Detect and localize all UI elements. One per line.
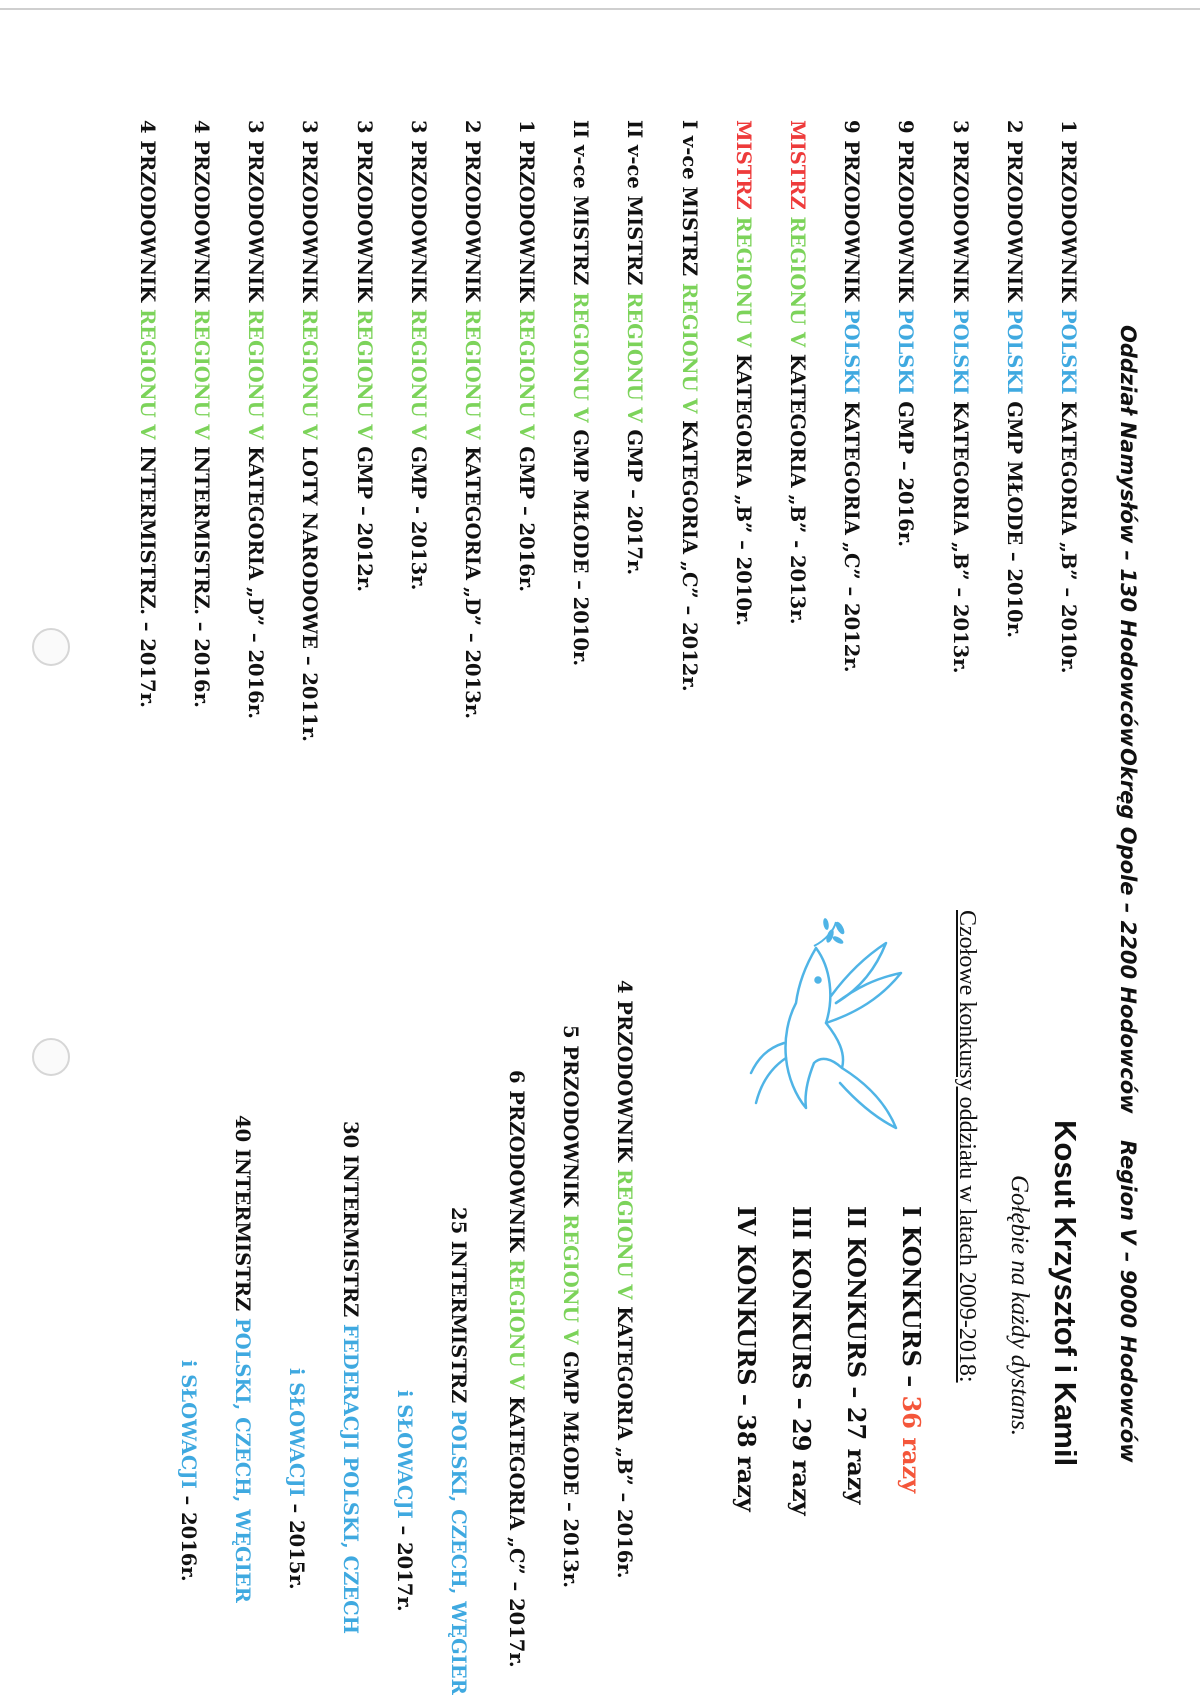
intermistrz-line <box>419 847 473 1695</box>
intermistrz-line-segment: POLSKI, CZECH, WĘGIER <box>447 1409 470 1695</box>
achievement-line-segment: REGIONU V <box>569 292 593 423</box>
intermistrz-line <box>149 847 203 1695</box>
intermistrz-line-segment: 25 INTERMISTRZ <box>447 1207 470 1410</box>
achievement-line-segment: MISTRZ <box>786 120 810 217</box>
achievement-line-segment: I v-ce MISTRZ <box>677 120 701 283</box>
intermistrz-line-segment: 30 INTERMISTRZ <box>339 1121 362 1324</box>
achievement-line-segment: REGIONU V <box>677 282 701 414</box>
konkurs-line-segment: II KONKURS – 27 razy <box>842 1206 871 1505</box>
achievement-line-segment: POLSKI <box>894 308 918 395</box>
achievement-line <box>541 120 595 742</box>
intermistrz-line <box>311 847 365 1695</box>
region-award-line <box>531 650 585 1668</box>
achievement-line-segment: 4 PRZODOWNIK <box>135 120 159 309</box>
achievement-line-segment: POLSKI <box>840 308 864 395</box>
achievement-line <box>162 120 216 742</box>
region-award-line-segment: 6 PRZODOWNIK <box>505 1070 528 1259</box>
achievement-line-segment: 3 PRZODOWNIK <box>244 120 268 309</box>
achievement-line-segment: II v-ce MISTRZ <box>623 120 647 293</box>
region-award-line-segment: GMP MŁODE – 2013r. <box>559 1344 582 1589</box>
achievement-line-segment: LOTY NARODOWE – 2011r. <box>298 439 322 742</box>
achievement-line-segment: POLSKI <box>1002 308 1026 395</box>
achievement-line-segment: REGIONU V <box>515 308 539 440</box>
region-award-line-segment: KATEGORIA „C” – 2017r. <box>505 1389 528 1668</box>
header-okreg: Okręg Opole – 2200 Hodowców <box>1116 748 1140 1114</box>
achievement-line-segment: REGIONU V <box>406 308 430 440</box>
achievement-line-segment: GMP MŁODE – 2010r. <box>1002 394 1026 638</box>
achievement-line-segment: MISTRZ <box>731 120 755 217</box>
left-achievements-list <box>108 120 1083 742</box>
konkurs-line <box>816 1206 871 1516</box>
intermistrz-line <box>203 847 257 1695</box>
achievement-line-segment: 3 PRZODOWNIK <box>298 120 322 309</box>
intermistrz-line <box>257 847 311 1695</box>
region-award-line-segment: REGIONU V <box>505 1258 528 1390</box>
achievement-line-segment: GMP – 2012r. <box>352 439 376 593</box>
achievement-line <box>595 120 649 742</box>
region-award-line-segment: 4 PRZODOWNIK <box>613 980 636 1169</box>
achievement-line-segment: KATEGORIA „B” – 2013r. <box>948 394 972 674</box>
intermistrz-list <box>149 847 473 1695</box>
achievement-line-segment: 1 PRZODOWNIK <box>1057 120 1080 309</box>
achievement-line-segment: 3 PRZODOWNIK <box>948 120 972 309</box>
intermistrz-line-segment: i SŁOWACJI <box>393 1390 416 1519</box>
region-award-line-segment: KATEGORIA „B” – 2016r. <box>613 1299 636 1579</box>
breeder-title: Kosut Krzysztof i Kamil <box>1048 1120 1083 1467</box>
intermistrz-line-segment: i SŁOWACJI <box>285 1368 308 1497</box>
achievement-line <box>758 120 812 742</box>
header-region: Region V – 9000 Hodowców <box>1116 1140 1140 1463</box>
achievement-line <box>1029 120 1083 742</box>
intermistrz-line-segment: – 2015r. <box>285 1496 308 1590</box>
achievement-line <box>433 120 487 742</box>
achievement-line-segment: GMP – 2017r. <box>623 422 647 576</box>
intermistrz-line-segment: i SŁOWACJI <box>177 1360 200 1489</box>
intermistrz-line-segment: POLSKI, CZECH, WĘGIER <box>231 1317 254 1603</box>
achievement-line <box>216 120 270 742</box>
achievement-line-segment: GMP MŁODE – 2010r. <box>569 422 593 667</box>
achievement-line-segment: KATEGORIA „C” – 2012r. <box>677 413 701 692</box>
achievement-line <box>270 120 324 742</box>
achievement-line <box>812 120 866 742</box>
konkurs-line-segment: 36 razy <box>897 1395 926 1494</box>
konkursy-intro: Czołowe konkursy oddziału w latach 2009-2018: <box>954 910 980 1383</box>
achievement-line-segment: REGIONU V <box>244 308 268 440</box>
achievement-line-segment: KATEGORIA „B” - 2013r. <box>786 347 810 625</box>
achievement-line-segment: REGIONU V <box>190 308 213 440</box>
dove-with-olive-branch-icon <box>746 918 926 1138</box>
achievement-line-segment: KATEGORIA „D” – 2013r. <box>460 439 484 719</box>
achievement-line <box>324 120 378 742</box>
region-award-line-segment: REGIONU V <box>559 1213 582 1345</box>
intermistrz-line-segment: FEDERACJI POLSKI, CZECH <box>339 1323 362 1635</box>
achievement-line <box>650 120 704 742</box>
achievement-line <box>920 120 974 742</box>
achievement-line-segment: KATEGORIA „C” – 2012r. <box>840 394 864 673</box>
region-award-line-segment: REGIONU V <box>613 1168 636 1300</box>
achievement-line-segment: 2 PRZODOWNIK <box>460 120 484 309</box>
konkurs-line <box>706 1206 761 1516</box>
region-award-line-segment: 5 PRZODOWNIK <box>559 1025 582 1214</box>
region-award-line <box>585 650 639 1668</box>
achievement-line-segment: KATEGORIA „B” – 2010r. <box>1057 394 1080 674</box>
achievement-line-segment: 9 PRZODOWNIK <box>894 120 918 309</box>
achievement-line-segment: GMP - 2013r. <box>406 439 430 591</box>
achievement-line-segment: II v-ce MISTRZ <box>569 120 593 293</box>
achievement-line-segment: 3 PRZODOWNIK <box>352 120 376 309</box>
achievement-line-segment: 4 PRZODOWNIK <box>190 120 213 309</box>
intermistrz-line-segment: – 2017r. <box>393 1518 416 1612</box>
konkurs-line-segment: IV KONKURS – 38 razy <box>732 1206 761 1512</box>
intermistrz-line <box>365 847 419 1695</box>
achievement-line-segment: REGIONU V <box>623 292 647 423</box>
konkurs-line <box>761 1206 816 1516</box>
achievement-line-segment: KATEGORIA „B” – 2010r. <box>731 347 755 627</box>
header-oddzial: Oddział Namysłów – 130 Hodowców <box>1116 325 1140 747</box>
intermistrz-line-segment: – 2016r. <box>177 1488 200 1582</box>
achievement-line-segment: GMP – 2016r. <box>515 439 539 593</box>
achievement-line <box>975 120 1029 742</box>
konkurs-line-segment: III KONKURS – 29 razy <box>787 1206 816 1516</box>
region-award-line <box>477 650 531 1668</box>
achievement-line <box>487 120 541 742</box>
achievement-line-segment: GMP – 2016r. <box>894 394 918 548</box>
konkurs-line-segment: I KONKURS – <box>897 1206 926 1396</box>
achievement-line-segment: REGIONU V <box>352 308 376 440</box>
achievement-line-segment: REGIONU V <box>135 308 159 440</box>
achievement-line-segment: REGIONU V <box>298 308 322 440</box>
achievement-line-segment: 9 PRZODOWNIK <box>840 120 864 309</box>
region-awards-list <box>477 650 639 1668</box>
achievement-line-segment: POLSKI <box>948 308 972 395</box>
konkurs-line <box>871 1206 926 1516</box>
achievement-line-segment: REGIONU V <box>460 308 484 440</box>
achievement-line-segment: KATEGORIA „D” – 2016r. <box>244 439 268 719</box>
achievement-line-segment: INTERMISTRZ. – 2017r. <box>135 439 159 708</box>
achievement-line-segment: REGIONU V <box>731 216 755 348</box>
achievement-line-segment: 2 PRZODOWNIK <box>1002 120 1026 309</box>
achievement-line-segment: INTERMISTRZ. – 2016r. <box>190 439 213 708</box>
achievement-line <box>108 120 162 742</box>
breeder-subtitle: Gołębie na każdy dystans. <box>1006 1175 1033 1437</box>
achievement-line-segment: POLSKI <box>1057 308 1080 395</box>
achievement-line <box>866 120 920 742</box>
achievement-line-segment: 3 PRZODOWNIK <box>406 120 430 309</box>
achievement-line <box>704 120 758 742</box>
achievement-line-segment: REGIONU V <box>786 216 810 348</box>
konkurs-list <box>706 1206 926 1516</box>
achievement-line-segment: 1 PRZODOWNIK <box>515 120 539 309</box>
header-bar <box>1100 0 1140 1697</box>
achievement-line <box>379 120 433 742</box>
intermistrz-line-segment: 40 INTERMISTRZ <box>231 1115 254 1318</box>
